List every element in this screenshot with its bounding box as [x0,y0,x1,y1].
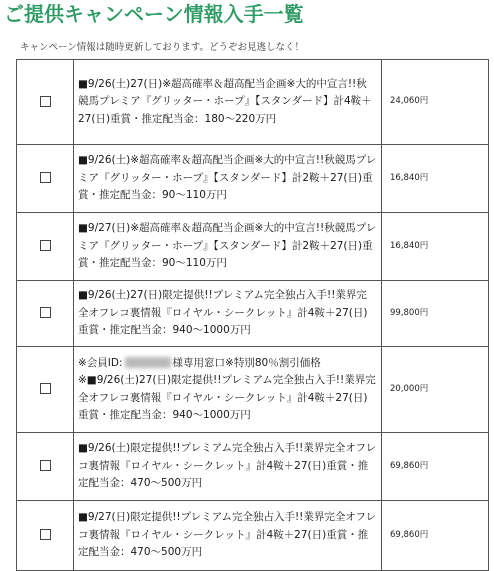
offer-checkbox[interactable] [40,460,51,471]
offer-check-cell [17,501,74,571]
offer-check-cell [17,281,74,347]
offer-row [17,60,489,145]
offer-row [17,213,489,281]
offer-description: ■9/26(土)27(日)※超高確率＆超高配当企画※大的中宣言!!秋競馬プレミア『グリッター・ホープ』【スタンダード】計4鞍＋27(日)重賞・推定配当金：180～220万円 [74,60,382,145]
offer-row [17,145,489,213]
offer-price: 24,060円 [382,60,489,145]
page-title: ご提供キャンペーン情報入手一覧 [4,2,304,26]
offer-check-cell [17,347,74,433]
offer-price: 69,860円 [382,433,489,501]
offer-price: 16,840円 [382,213,489,281]
offer-row [17,433,489,501]
intro-text: キャンペーン情報は随時更新しております。どうぞお見逃しなく！ [20,42,305,53]
offer-checkbox[interactable] [40,240,51,251]
offer-description [74,347,382,433]
offer-checkbox[interactable] [40,383,51,394]
offer-row [17,347,489,433]
offer-checkbox[interactable] [40,96,51,107]
offer-price: 99,800円 [382,281,489,347]
offer-row [17,501,489,571]
offer-row [17,281,489,347]
offer-price: 20,000円 [382,347,489,433]
offer-checkbox[interactable] [40,172,51,183]
member-id-label: ※会員ID: [78,356,123,369]
offer-table [16,59,489,571]
offer-description: ■9/26(土)※超高確率＆超高配当企画※大的中宣言!!秋競馬プレミア『グリッター・ホープ』【スタンダード】計2鞍＋27(日)重賞・推定配当金：90～110万円 [74,145,382,213]
offer-checkbox[interactable] [40,529,51,540]
offer-check-cell [17,433,74,501]
redacted-member-id [125,357,171,368]
offer-description: ■9/27(日)※超高確率＆超高配当企画※大的中宣言!!秋競馬プレミア『グリッター・ホープ』【スタンダード】計2鞍＋27(日)重賞・推定配当金：90～110万円 [74,213,382,281]
offer-check-cell [17,145,74,213]
offer-price: 69,860円 [382,501,489,571]
offer-description-text: 様専用窓口※特別80％割引価格※■9/26(土)27(日)限定提供!!プレミアム完全独占入手!!業界完全オフレコ裏情報『ロイヤル・シークレット』計4鞍＋27(日)重賞・推定配当金：940～1000万円 [78,356,376,421]
offer-checkbox[interactable] [40,307,51,318]
offer-description: ■9/26(土)27(日)限定提供!!プレミアム完全独占入手!!業界完全オフレコ裏情報『ロイヤル・シークレット』計4鞍＋27(日)重賞・推定配当金：940～1000万円 [74,281,382,347]
offer-description: ■9/27(日)限定提供!!プレミアム完全独占入手!!業界完全オフレコ裏情報『ロイヤル・シークレット』計4鞍＋27(日)重賞・推定配当金：470～500万円 [74,501,382,571]
offer-description: ■9/26(土)限定提供!!プレミアム完全独占入手!!業界完全オフレコ裏情報『ロイヤル・シークレット』計4鞍＋27(日)重賞・推定配当金：470～500万円 [74,433,382,501]
offer-check-cell [17,213,74,281]
offer-price: 16,840円 [382,145,489,213]
offer-check-cell [17,60,74,145]
